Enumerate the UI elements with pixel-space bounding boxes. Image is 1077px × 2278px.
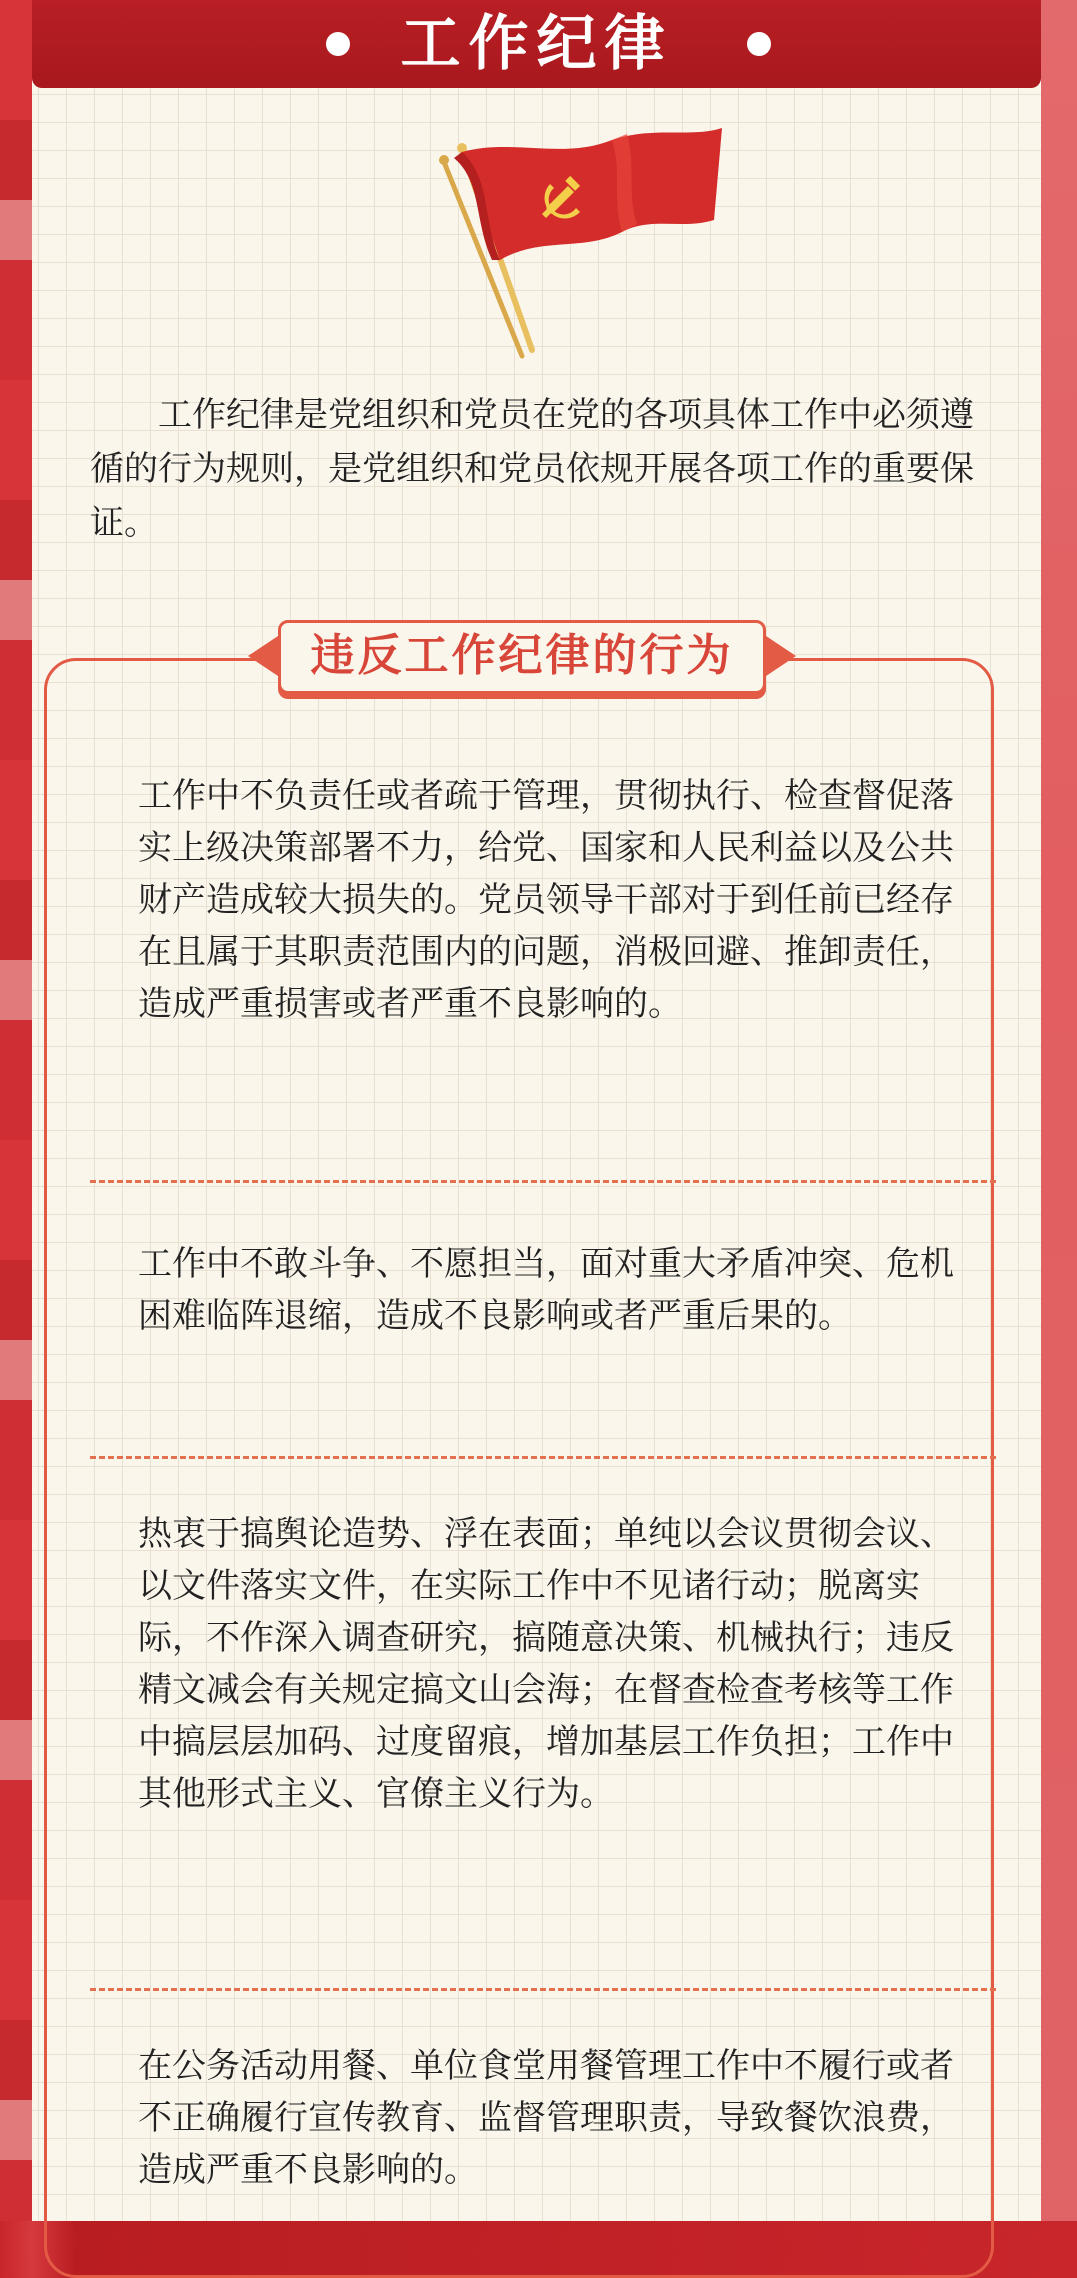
intro-paragraph: 工作纪律是党组织和党员在党的各项具体工作中必须遵循的行为规则，是党组织和党员依规开展各项工作的重要保证。 xyxy=(90,395,974,543)
right-decorative-border xyxy=(1041,0,1077,2221)
divider xyxy=(90,1456,996,1459)
list-item: 热衷于搞舆论造势、浮在表面；单纯以会议贯彻会议、以文件落实文件，在实际工作中不见诸行动；脱离实际，不作深入调查研究，搞随意决策、机械执行；违反精文减会有关规定搞文山会海；在督查检查考核等工作中搞层层加码、过度留痕，增加基层工作负担；工作中其他形式主义、官僚主义行为。 xyxy=(138,1514,954,1814)
left-decorative-border xyxy=(0,0,32,2221)
header-dot-right xyxy=(747,32,771,56)
section-heading xyxy=(242,610,802,706)
divider xyxy=(90,1988,996,1991)
page-title: 工作纪律 xyxy=(400,9,673,79)
arrow-right-icon xyxy=(766,636,796,676)
arrow-left-icon xyxy=(248,636,278,676)
list-item: 工作中不负责任或者疏于管理，贯彻执行、检查督促落实上级决策部署不力，给党、国家和人民利益以及公共财产造成较大损失的。党员领导干部对于到任前已经存在且属于其职责范围内的问题，消极回避、推卸责任，造成严重损害或者严重不良影响的。 xyxy=(138,776,954,1024)
party-flag-icon xyxy=(422,120,742,360)
list-item: 工作中不敢斗争、不愿担当，面对重大矛盾冲突、危机困难临阵退缩，造成不良影响或者严重后果的。 xyxy=(138,1244,954,1336)
divider xyxy=(90,1180,996,1183)
header-bar xyxy=(32,0,1041,88)
section-title: 违反工作纪律的行为 xyxy=(278,620,766,694)
list-item: 在公务活动用餐、单位食堂用餐管理工作中不履行或者不正确履行宣传教育、监督管理职责，导致餐饮浪费，造成严重不良影响的。 xyxy=(138,2046,954,2190)
